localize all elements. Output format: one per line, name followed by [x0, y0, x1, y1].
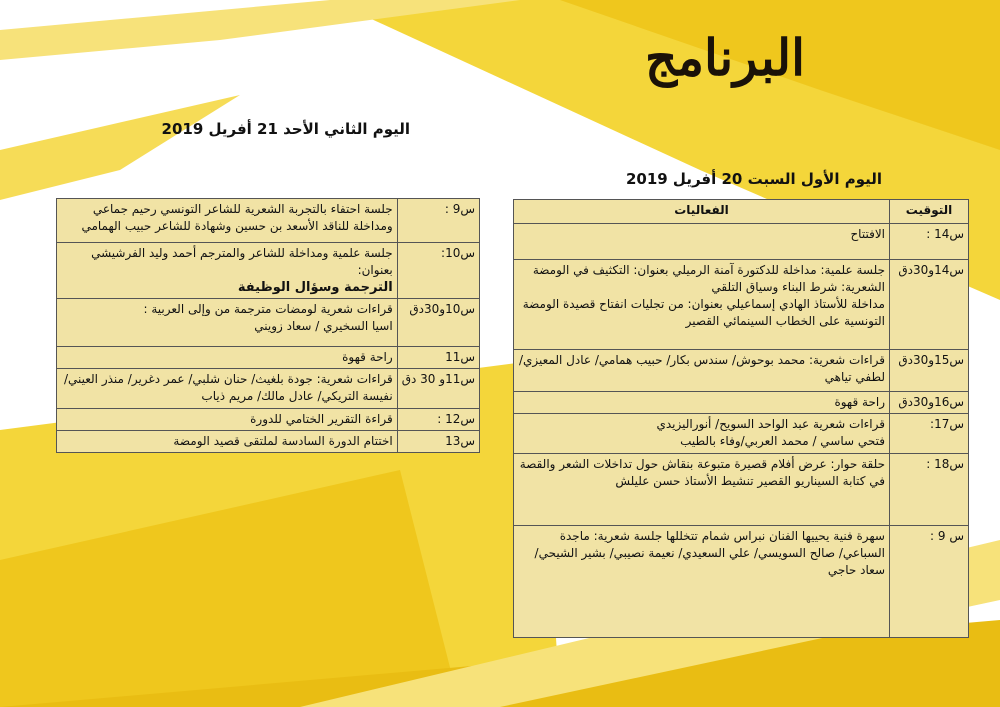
event-cell — [57, 243, 398, 299]
event-line: قراءات شعرية عبد الواحد السويح/ أنوراليزيدي — [656, 417, 885, 431]
day1-heading: اليوم الأول السبت 20 أفريل 2019 — [625, 170, 882, 188]
event-line: جلسة علمية: مداخلة للدكتورة آمنة الرميلي بعنوان: التكثيف في الومضة الشعرية: شرط البناء وسياق التلقي — [532, 263, 885, 294]
event-cell: الافتتاح — [514, 224, 890, 260]
table-row — [57, 199, 480, 243]
time-cell: س14و30دق — [890, 260, 969, 350]
table-row — [514, 414, 969, 454]
event-cell: حلقة حوار: عرض أفلام قصيرة متبوعة بنقاش حول تداخلات الشعر والقصة في كتابة السيناريو القصير تنشيط الأستاذ حسن عليلش — [514, 454, 890, 526]
time-cell: س17: — [890, 414, 969, 454]
table-row — [514, 526, 969, 638]
table-row — [57, 409, 480, 431]
time-cell: س18 : — [890, 454, 969, 526]
table-header-row — [514, 200, 969, 224]
event-line: اسيا السخيري / سعاد زويني — [254, 319, 393, 333]
table-row — [514, 260, 969, 350]
day2-schedule-table — [56, 198, 480, 453]
table-row — [514, 392, 969, 414]
event-line: فتحي ساسي / محمد العربي/وفاء بالطيب — [680, 434, 885, 448]
time-cell: س11 — [397, 347, 479, 369]
event-cell: قراءات شعرية: محمد بوحوش/ سندس بكار/ حبيب همامي/ عادل المعيزي/ لطفي تياهي — [514, 350, 890, 392]
time-cell: س11و 30 دق — [397, 369, 479, 409]
table-row — [514, 350, 969, 392]
event-line: مداخلة للأستاذ الهادي إسماعيلي بعنوان: من تجليات انفتاح قصيدة الومضة التونسية على الخطاب السينمائي القصير — [522, 297, 885, 328]
event-cell — [514, 414, 890, 454]
time-cell: س16و30دق — [890, 392, 969, 414]
event-cell: اختتام الدورة السادسة لملتقى قصيد الومضة — [57, 431, 398, 453]
time-cell: س12 : — [397, 409, 479, 431]
table-row — [57, 299, 480, 347]
time-cell: س13 — [397, 431, 479, 453]
event-line: الترجمة وسؤال الوظيفة — [237, 280, 393, 295]
event-line: جلسة احتفاء بالتجربة الشعرية للشاعر التونسي رحيم جماعي — [92, 202, 393, 216]
event-line: جلسة علمية ومداخلة للشاعر والمترجم أحمد وليد الفرشيشي بعنوان: — [91, 246, 393, 277]
time-cell: س15و30دق — [890, 350, 969, 392]
event-cell: قراءة التقرير الختامي للدورة — [57, 409, 398, 431]
day1-schedule-table — [513, 199, 969, 638]
event-line: قراءات شعرية لومضات مترجمة من وإلى العربية : — [143, 302, 393, 316]
table-row — [514, 224, 969, 260]
event-cell — [57, 199, 398, 243]
event-cell: راحة قهوة — [514, 392, 890, 414]
time-cell: س10: — [397, 243, 479, 299]
day2-heading: اليوم الثاني الأحد 21 أفريل 2019 — [161, 120, 410, 138]
event-cell: سهرة فنية يحييها الفنان نبراس شمام تتخللها جلسة شعرية: ماجدة السباعي/ صالح السويسي/ علي السعيدي/ نعيمة نصيبي/ بشير الشيحي/ سعاد حاجي — [514, 526, 890, 638]
page-title: البرنامج — [644, 28, 805, 87]
time-cell: س14 : — [890, 224, 969, 260]
event-cell — [514, 260, 890, 350]
column-header-events: الفعاليات — [514, 200, 890, 224]
table-row — [514, 454, 969, 526]
event-line: ومداخلة للناقد الأسعد بن حسين وشهادة للشاعر حبيب الهمامي — [81, 219, 393, 233]
time-cell: س 9 : — [890, 526, 969, 638]
event-cell: راحة قهوة — [57, 347, 398, 369]
event-cell — [57, 299, 398, 347]
table-row — [57, 243, 480, 299]
event-cell: قراءات شعرية: جودة بلغيث/ حنان شلبي/ عمر دغرير/ منذر العيني/ نفيسة التريكي/ عادل مالك/ مريم ذياب — [57, 369, 398, 409]
time-cell: س10و30دق — [397, 299, 479, 347]
column-header-time: التوقيت — [890, 200, 969, 224]
table-row — [57, 369, 480, 409]
table-row — [57, 347, 480, 369]
table-row — [57, 431, 480, 453]
time-cell: س9 : — [397, 199, 479, 243]
